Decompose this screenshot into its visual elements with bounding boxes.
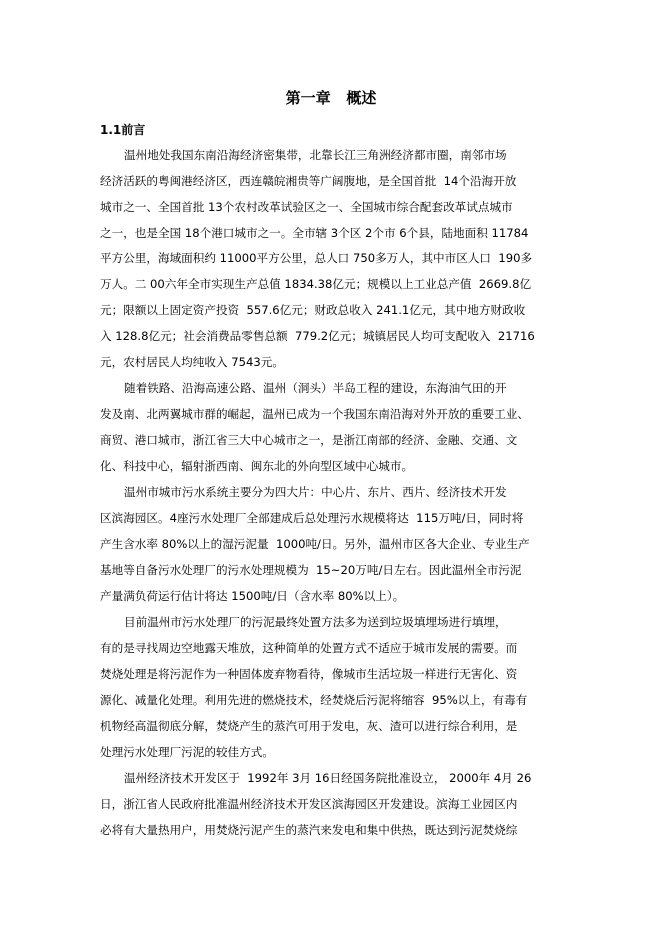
text-line: 万人。二 00六年全市实现生产总值 1834.38亿元；规模以上工业总产值 2669.8亿 (100, 277, 532, 291)
text-line: 化、科技中心，辐射浙西南、闽东北的外向型区域中心城市。 (100, 459, 414, 473)
text-line: 随着铁路、沿海高速公路、温州（洞头）半岛工程的建设，东海油气田的开 (124, 381, 507, 395)
text-line: 城市之一、全国首批 13个农村改革试验区之一、全国城市综合配套改革试点城市 (100, 200, 513, 214)
text-line: 产生含水率 80%以上的湿污泥量 1000吨/日。另外，温州市区各大企业、专业生产 (100, 537, 530, 551)
text-line: 目前温州市污水处理厂的污泥最终处置方法多为送到垃圾填埋场进行填埋， (124, 615, 507, 629)
text-line: 经济活跃的粤闽港经济区，西连赣皖湘贵等广阔腹地，是全国首批 14个沿海开放 (100, 174, 517, 188)
text-line: 之一，也是全国 18个港口城市之一。全市辖 3个区 2个市 6个县，陆地面积 11784 (100, 226, 529, 240)
text-line: 机物经高温彻底分解，焚烧产生的蒸汽可用于发电，灰、渣可以进行综合利用，是 (100, 719, 518, 733)
text-line: 焚烧处理是将污泥作为一种固体废弃物看待，像城市生活垃圾一样进行无害化、资 (100, 667, 518, 681)
text-line: 源化、减量化处理。利用先进的燃烧技术，经焚烧后污泥将缩容 95%以上，有毒有 (100, 693, 528, 707)
chapter-title: 第一章 概述 (285, 89, 377, 107)
text-line: 商贸、港口城市，浙江省三大中心城市之一，是浙江南部的经济、金融、交通、文 (100, 433, 518, 447)
text-line: 温州市城市污水系统主要分为四大片：中心片、东片、西片、经济技术开发 (124, 485, 507, 499)
text-line: 温州经济技术开发区于 1992年 3月 16日经国务院批准设立， 2000年 4月 26 (124, 771, 532, 785)
text-line: 基地等自备污水处理厂的污水处理规模为 15~20万吨/日左右。因此温州全市污泥 (100, 563, 522, 577)
text-line: 区滨海园区。4座污水处理厂全部建成后总处理污水规模将达 115万吨/日，同时将 (100, 511, 524, 525)
text-line: 处理污水处理厂污泥的较佳方式。 (100, 745, 274, 759)
text-line: 日，浙江省人民政府批准温州经济技术开发区滨海园区开发建设。滨海工业园区内 (100, 797, 518, 811)
text-line: 元；限额以上固定资产投资 557.6亿元；财政总收入 241.1亿元，其中地方财政收 (100, 303, 526, 317)
text-line: 入 128.8亿元；社会消费品零售总额 779.2亿元；城镇居民人均可支配收入 21716 (100, 329, 535, 343)
text-line: 元，农村居民人均纯收入 7543元。 (100, 355, 284, 369)
text-line: 平方公里，海域面积约 11000平方公里，总人口 750多万人，其中市区人口 190多 (100, 251, 533, 265)
text-line: 温州地处我国东南沿海经济密集带，北靠长江三角洲经济都市圈，南邻市场 (124, 148, 507, 162)
text-line: 必将有大量热用户，用焚烧污泥产生的蒸汽来发电和集中供热，既达到污泥焚烧综 (100, 823, 518, 837)
text-line: 有的是寻找周边空地露天堆放，这种简单的处置方式不适应于城市发展的需要。而 (100, 641, 518, 655)
section-title: 1.1前言 (100, 123, 146, 137)
text-line: 产量满负荷运行估计将达 1500吨/日（含水率 80%以上）。 (100, 589, 405, 603)
text-line: 发及南、北两翼城市群的崛起，温州已成为一个我国东南沿海对外开放的重要工业、 (100, 407, 529, 421)
